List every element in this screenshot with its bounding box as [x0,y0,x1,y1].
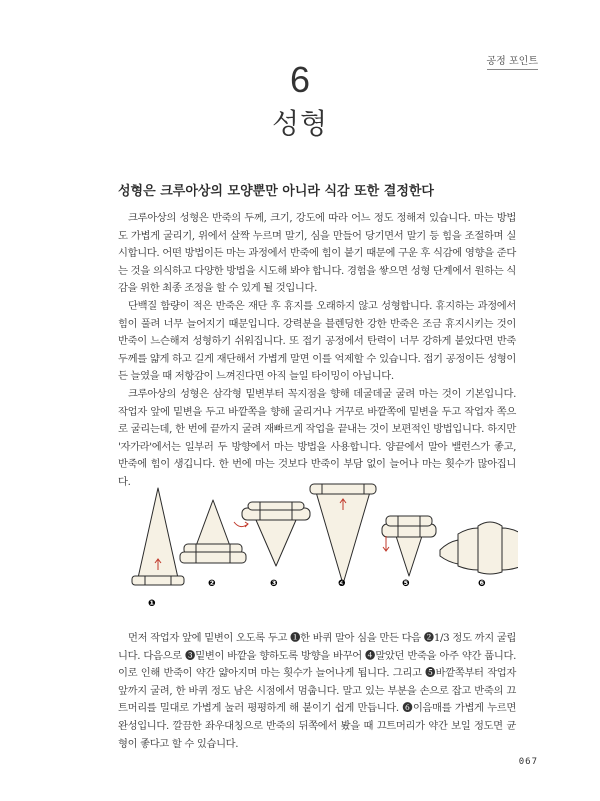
paragraph: 먼저 작업자 앞에 밑변이 오도록 두고 ❶한 바퀴 말아 심을 만든 다음 ❷1/3 정도 까지 굴립니다. 다음으로 ❸밑변이 바깥을 향하도록 방향을 바꾸어 ❹말았던 반죽을 아주 약간 풉니다. 이로 인해 반죽이 약간 얇아지며 마는 횟수가 늘어나게 됩니다. 그리고 ❺바깥쪽부터 작업자 앞까지 굴려, 한 바퀴 정도 남은 시점에서 멈춥니다. 말고 있는 부분을 손으로 잡고 반죽의 끄트머리를 밀대로 가볍게 눌러 평평하게 해 붙이기 쉽게 만듭니다. ❻이음매를 가볍게 누르면 완성입니다. 깔끔한 좌우대칭으로 반죽의 뒤쪽에서 봤을 때 끄트머리가 약간 보일 정도면 균형이 좋다고 할 수 있습니다. [118,632,516,750]
step-6-croissant [440,522,518,574]
step-1-triangle [132,488,184,585]
step-label: ❹ [338,579,346,589]
step-3-flipped [242,502,310,566]
section-tag: 공정 포인트 [487,52,538,70]
chapter-title: 성형 [271,107,329,140]
step-label: ❻ [478,579,486,589]
paragraph: 단백질 함량이 적은 반죽은 재단 후 휴지를 오래하지 않고 성형합니다. 휴지하는 과정에서 힘이 풀려 너무 늘어지기 때문입니다. 강력분을 블렌딩한 강한 반죽은 조금 휴지시키는 것이 반죽이 느슨해져 성형하기 쉬워집니다. 또 접기 공정에서 탄력이 너무 강하게 붙었다면 반죽 두께를 얇게 하고 길게 재단해서 가볍게 말면 이를 억제할 수 있습니다. 접기 공정이든 성형이든 늘였을 때 저항감이 느껴진다면 아직 늘일 타이밍이 아닙니다. [118,299,516,383]
chapter-number: 6 [289,59,311,100]
page-number: 067 [518,757,538,767]
step-label: ❺ [402,579,410,589]
shaping-illustration [118,478,518,618]
step-label: ❸ [270,579,278,589]
paragraph: 크루아상의 성형은 삼각형 밑변부터 꼭지점을 향해 데굴데굴 굴려 마는 것이 기본입니다. 작업자 앞에 밑변을 두고 바깥쪽을 향해 굴리거나 거꾸로 바깥쪽에 밑변을 두고 작업자 쪽으로 굴리는데, 한 번에 끝까지 굴려 재빠르게 작업을 끝내는 것이 보편적인 방법입니다. 하지만 '자가라'에서는 일부러 두 방향에서 마는 방법을 사용합니다. 양끝에서 말아 밸런스가 좋고, 반죽에 힘이 생깁니다. 한 번에 마는 것보다 반죽이 부담 없이 늘어나 마는 횟수가 많아집니다. [118,387,516,488]
intro-text [118,210,516,492]
paragraph: 크루아상의 성형은 반죽의 두께, 크기, 강도에 따라 어느 정도 정해져 있습니다. 마는 방법도 가볍게 굴리기, 위에서 살짝 누르며 말기, 심을 만들어 당기면서 말기 등 힘을 조절하며 실시합니다. 어떤 방법이든 마는 과정에서 반죽에 힘이 붙기 때문에 구운 후 식감에 영향을 준다는 것을 의식하고 다양한 방법을 시도해 봐야 합니다. 경험을 쌓으면 성형 단계에서 원하는 식감을 위한 최종 조정을 할 수 있게 될 것입니다. [118,212,516,295]
step-2-rolled-third [180,500,246,563]
step-label: ❷ [208,579,216,589]
section-subtitle: 성형은 크루아상의 모양뿐만 아니라 식감 또한 결정한다 [118,184,434,199]
step-label: ❶ [148,599,156,609]
step-5-rolled [382,516,436,576]
steps-text [118,630,516,753]
shaping-steps-figure [118,478,518,618]
